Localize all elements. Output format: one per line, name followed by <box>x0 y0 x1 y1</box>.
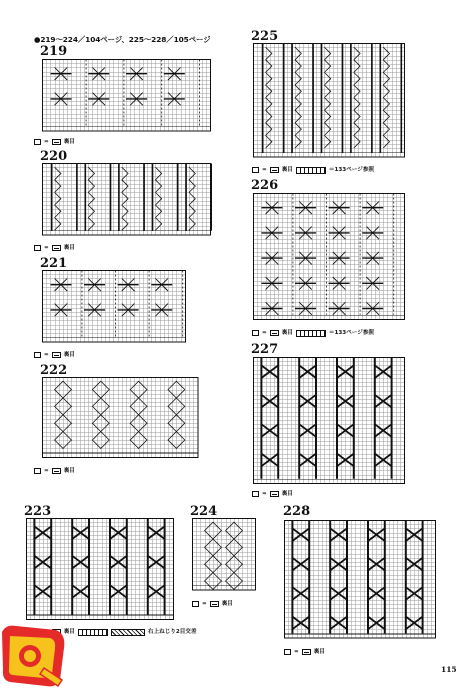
legend-224: = 裏目 <box>192 600 233 608</box>
pattern-number-223: 223 <box>24 504 52 519</box>
purl-stitch-icon <box>52 468 61 474</box>
pattern-number-224: 224 <box>190 504 218 519</box>
blank-square-icon <box>252 167 259 173</box>
page-number: 115 <box>441 665 457 674</box>
purl-stitch-icon <box>270 330 279 336</box>
chart-227 <box>253 357 410 486</box>
pattern-number-222: 222 <box>40 363 68 378</box>
cable-stitch-icon <box>78 629 108 636</box>
chart-221 <box>42 270 190 345</box>
chart-228 <box>284 520 441 642</box>
purl-stitch-icon <box>52 245 61 251</box>
chart-220 <box>42 163 212 238</box>
purl-stitch-icon <box>270 167 279 173</box>
pattern-number-220: 220 <box>40 149 68 164</box>
pattern-number-226: 226 <box>251 178 279 193</box>
blank-square-icon <box>34 468 41 474</box>
legend-225: = 裏目 ＝133ページ参照 <box>252 166 374 174</box>
blank-square-icon <box>34 139 41 145</box>
legend-220: = 裏目 <box>34 244 75 252</box>
purl-stitch-icon <box>52 352 61 358</box>
legend-226: = 裏目 ＝133ページ参照 <box>252 329 374 337</box>
blank-square-icon <box>192 601 199 607</box>
blank-square-icon <box>252 491 259 497</box>
legend-227: = 裏目 <box>252 490 293 498</box>
chart-222 <box>42 377 202 462</box>
legend-221: = 裏目 <box>34 351 75 359</box>
purl-stitch-icon <box>270 491 279 497</box>
chart-219 <box>42 59 212 134</box>
blank-square-icon <box>252 330 259 336</box>
page-header: ●219〜224／104ページ、225〜228／105ページ <box>34 35 211 44</box>
legend-223: 裏目 右上ねじり2目交差 <box>34 628 197 636</box>
pattern-number-225: 225 <box>251 29 279 44</box>
pattern-number-221: 221 <box>40 256 68 271</box>
purl-stitch-icon <box>210 601 219 607</box>
chart-225 <box>253 43 410 161</box>
legend-222: = 裏目 <box>34 467 75 475</box>
blank-square-icon <box>34 245 41 251</box>
twisted-cross-stitch-icon <box>111 629 145 636</box>
pattern-number-227: 227 <box>251 342 279 357</box>
purl-stitch-icon <box>302 649 311 655</box>
cable-stitch-icon <box>296 167 326 174</box>
chart-226 <box>253 193 410 324</box>
blank-square-icon <box>284 649 291 655</box>
legend-228: = 裏目 <box>284 648 325 656</box>
cable-stitch-icon <box>296 330 326 337</box>
pattern-number-228: 228 <box>283 504 311 519</box>
pattern-number-219: 219 <box>40 44 68 59</box>
purl-stitch-icon <box>52 139 61 145</box>
chart-223 <box>26 518 179 621</box>
blank-square-icon <box>34 352 41 358</box>
legend-219: = 裏目 <box>34 138 75 146</box>
watermark-badge-icon <box>0 622 68 688</box>
chart-224 <box>192 518 258 595</box>
